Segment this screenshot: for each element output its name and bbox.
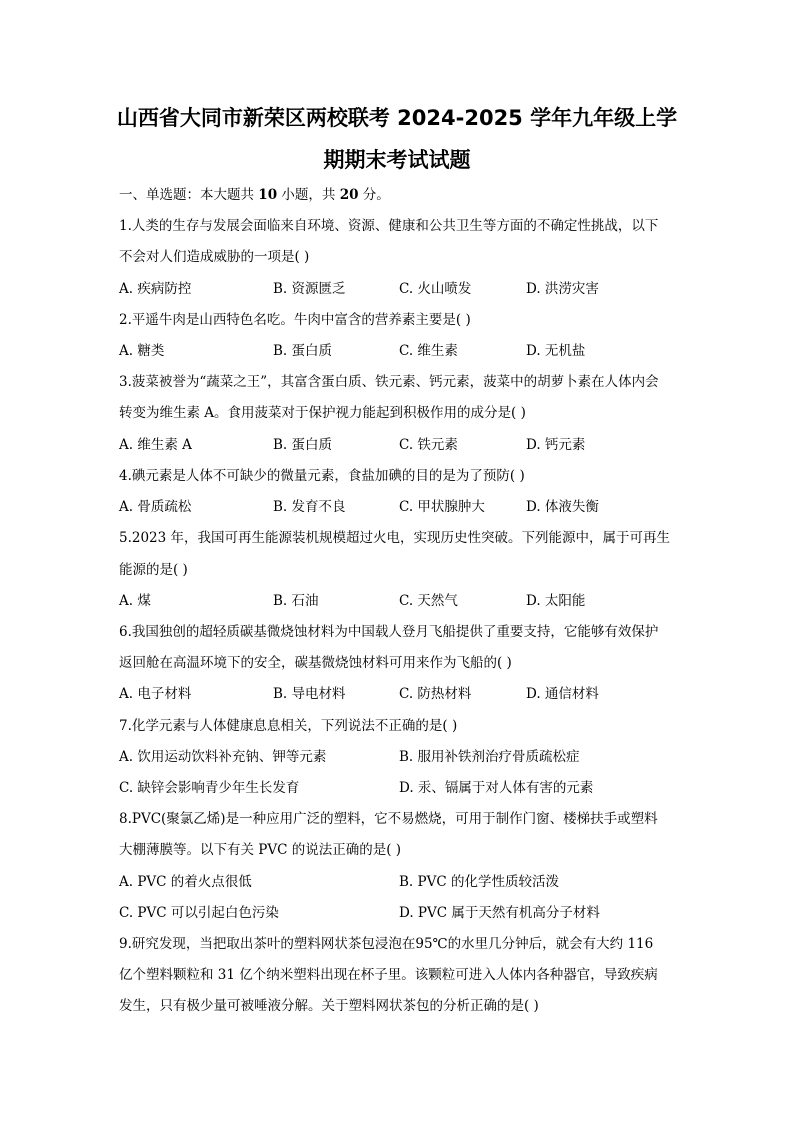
question-8-option-b[interactable]: B. PVC 的化学性质较活泼 xyxy=(399,874,559,890)
question-3-text: 3.菠菜被誉为“蔬菜之王”，其富含蛋白质、铁元素、钙元素，菠菜中的胡萝卜素在人体内会 xyxy=(119,374,659,390)
question-1-option-a[interactable]: A. 疾病防控 xyxy=(119,281,192,297)
question-8-option-c[interactable]: C. PVC 可以引起白色污染 xyxy=(119,905,279,921)
question-9-text: 9.研究发现，当把取出茶叶的塑料网状茶包浸泡在95℃的水里几分钟后，就会有大约 116 xyxy=(119,936,654,952)
question-7-option-c[interactable]: C. 缺锌会影响青少年生长发育 xyxy=(119,780,300,796)
question-8-option-a[interactable]: A. PVC 的着火点很低 xyxy=(119,874,252,890)
question-2-option-a[interactable]: A. 糖类 xyxy=(119,343,165,359)
question-4-option-c[interactable]: C. 甲状腺肿大 xyxy=(399,499,485,515)
question-3-option-d[interactable]: D. 钙元素 xyxy=(526,437,586,453)
question-5-option-a[interactable]: A. 煤 xyxy=(119,593,151,609)
question-count: 10 xyxy=(258,187,278,203)
question-3-option-a[interactable]: A. 维生素 A xyxy=(119,437,192,453)
question-2-option-d[interactable]: D. 无机盐 xyxy=(526,343,586,359)
question-1-text: 1.人类的生存与发展会面临来自环境、资源、健康和公共卫生等方面的不确定性挑战，以下 xyxy=(119,218,659,234)
question-6-option-a[interactable]: A. 电子材料 xyxy=(119,686,192,702)
total-points: 20 xyxy=(339,187,359,203)
exam-title-line-2: 期期末考试试题 xyxy=(323,148,471,172)
question-7-text: 7.化学元素与人体健康息息相关，下列说法不正确的是( ) xyxy=(119,718,458,734)
question-2-option-c[interactable]: C. 维生素 xyxy=(399,343,458,359)
section-heading: 一、单选题：本大题共 10 小题，共 20 分。 xyxy=(119,187,390,203)
question-7-option-a[interactable]: A. 饮用运动饮料补充钠、钾等元素 xyxy=(119,749,327,765)
question-6-text: 6.我国独创的超轻质碳基微烧蚀材料为中国载人登月飞船提供了重要支持，它能够有效保护 xyxy=(119,624,659,640)
question-4-option-d[interactable]: D. 体液失衡 xyxy=(526,499,599,515)
question-7-option-d[interactable]: D. 汞、镉属于对人体有害的元素 xyxy=(399,780,594,796)
question-4-text: 4.碘元素是人体不可缺少的微量元素，食盐加碘的目的是为了预防( ) xyxy=(119,468,525,484)
question-5-text: 5.2023 年，我国可再生能源装机规模超过火电，实现历史性突破。下列能源中，属于可再生 xyxy=(119,530,671,546)
question-6-option-b[interactable]: B. 导电材料 xyxy=(273,686,346,702)
question-8-text: 大棚薄膜等。以下有关 PVC 的说法正确的是( ) xyxy=(119,842,402,858)
question-5-text: 能源的是( ) xyxy=(119,562,188,578)
question-2-option-b[interactable]: B. 蛋白质 xyxy=(273,343,333,359)
question-1-option-d[interactable]: D. 洪涝灾害 xyxy=(526,281,599,297)
question-1-text: 不会对人们造成威胁的一项是( ) xyxy=(119,249,310,265)
question-9-text: 发生，只有极少量可被唾液分解。关于塑料网状茶包的分析正确的是( ) xyxy=(119,998,539,1014)
question-8-option-d[interactable]: D. PVC 属于天然有机高分子材料 xyxy=(399,905,600,921)
question-2-text: 2.平遥牛肉是山西特色名吃。牛肉中富含的营养素主要是( ) xyxy=(119,312,471,328)
question-6-text: 返回舱在高温环境下的安全，碳基微烧蚀材料可用来作为飞船的( ) xyxy=(119,655,512,671)
question-4-option-b[interactable]: B. 发育不良 xyxy=(273,499,346,515)
question-6-option-c[interactable]: C. 防热材料 xyxy=(399,686,472,702)
question-3-option-c[interactable]: C. 铁元素 xyxy=(399,437,458,453)
question-5-option-c[interactable]: C. 天然气 xyxy=(399,593,458,609)
question-9-text: 亿个塑料颗粒和 31 亿个纳米塑料出现在杯子里。该颗粒可进入人体内各种器官，导致疾病 xyxy=(119,967,658,983)
question-1-option-b[interactable]: B. 资源匮乏 xyxy=(273,281,346,297)
question-1-option-c[interactable]: C. 火山喷发 xyxy=(399,281,472,297)
question-5-option-d[interactable]: D. 太阳能 xyxy=(526,593,586,609)
question-7-option-b[interactable]: B. 服用补铁剂治疗骨质疏松症 xyxy=(399,749,580,765)
question-6-option-d[interactable]: D. 通信材料 xyxy=(526,686,599,702)
question-8-text: 8.PVC(聚氯乙烯)是一种应用广泛的塑料，它不易燃烧，可用于制作门窗、楼梯扶手或塑料 xyxy=(119,811,658,827)
question-4-option-a[interactable]: A. 骨质疏松 xyxy=(119,499,192,515)
question-3-option-b[interactable]: B. 蛋白质 xyxy=(273,437,333,453)
question-3-text: 转变为维生素 A。食用菠菜对于保护视力能起到积极作用的成分是( ) xyxy=(119,405,526,421)
question-5-option-b[interactable]: B. 石油 xyxy=(273,593,319,609)
exam-title-line-1: 山西省大同市新荣区两校联考 2024-2025 学年九年级上学 xyxy=(116,106,678,130)
